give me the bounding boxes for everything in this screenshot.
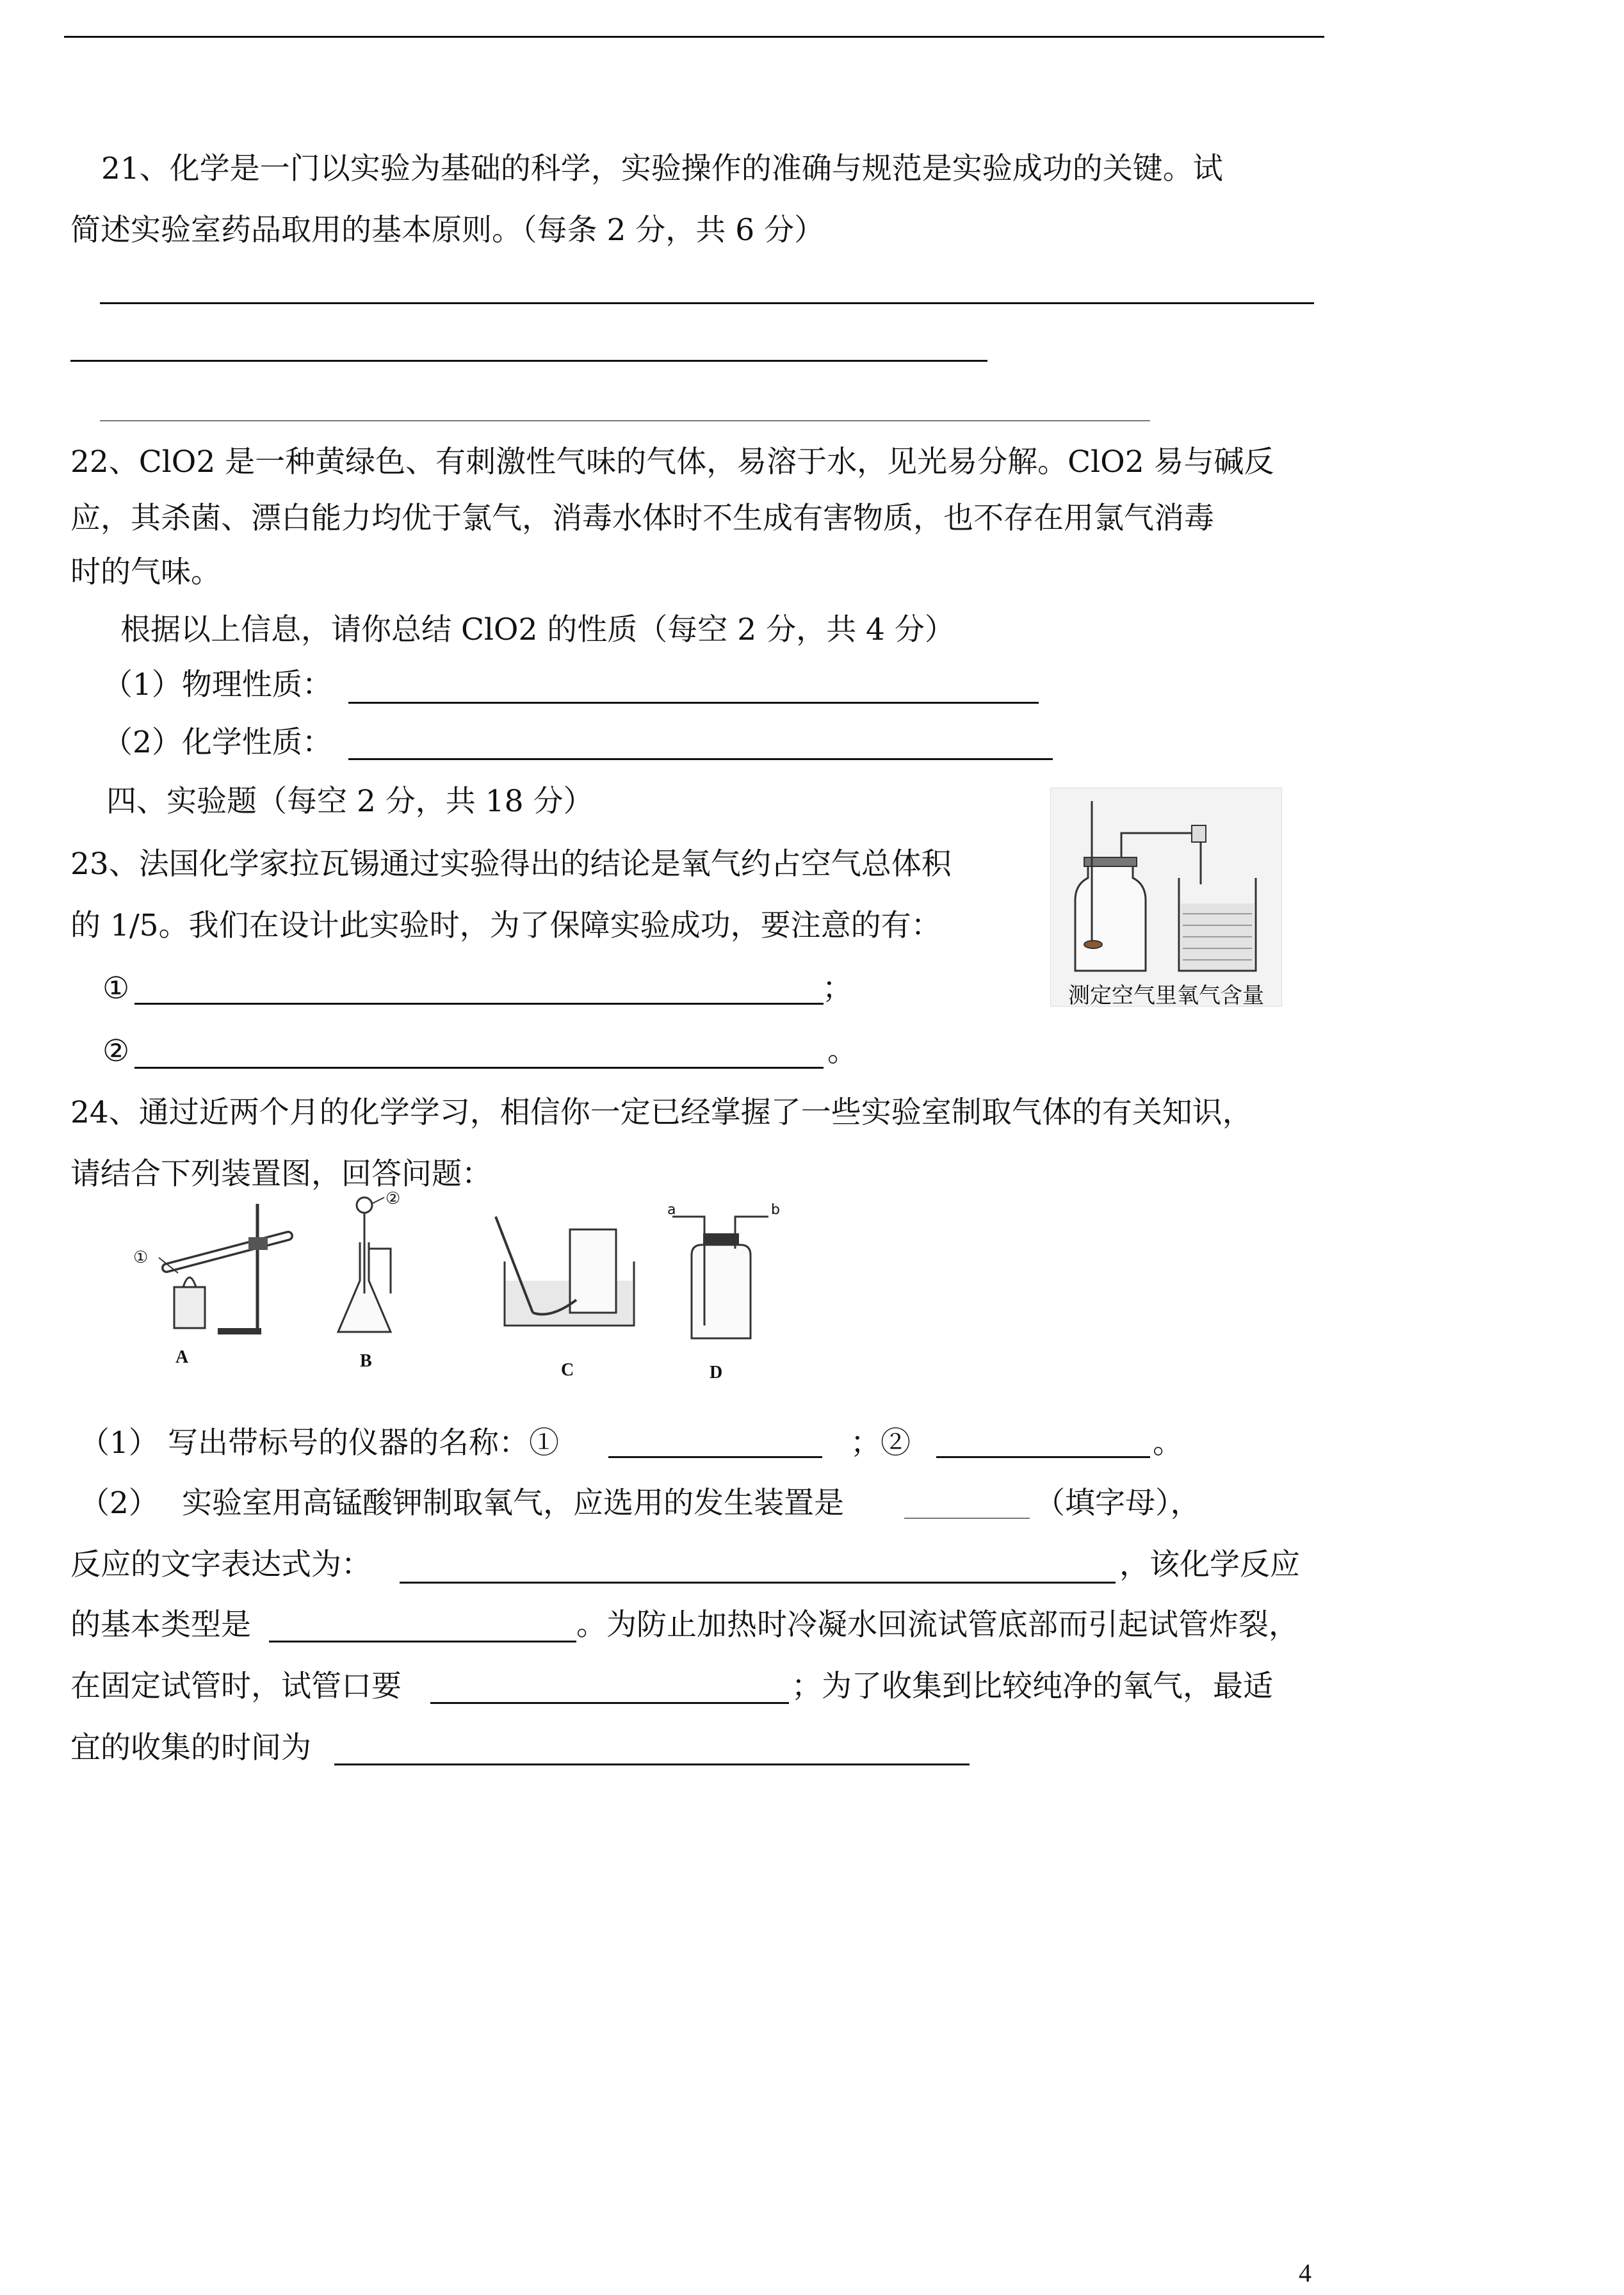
apparatus-drawing — [128, 1191, 807, 1383]
q23-answer-2[interactable] — [134, 1067, 824, 1069]
apparatus-label-c: C — [561, 1360, 574, 1380]
q22-line1: 22、ClO2 是一种黄绿色、有刺激性气味的气体，易溶于水，见光易分解。ClO2 易与碱反 — [70, 444, 1274, 480]
q24-p3-text: 反应的文字表达式为： — [70, 1547, 371, 1582]
q24-p1-sep: ；② — [850, 1425, 911, 1461]
port-a: a — [667, 1202, 676, 1218]
q23-answer-1[interactable] — [134, 1003, 824, 1005]
q24-p3-end: ，该化学反应 — [1119, 1547, 1300, 1582]
q22-item2-label: （2）化学性质： — [102, 725, 332, 760]
q24-tube-mouth-answer[interactable] — [430, 1702, 789, 1704]
apparatus-label-b: B — [360, 1351, 372, 1371]
q24-reaction-type-answer[interactable] — [269, 1641, 576, 1642]
q24-generator-answer[interactable] — [904, 1518, 1030, 1519]
q22-line3: 时的气味。 — [70, 555, 221, 590]
oxygen-apparatus-drawing — [1051, 788, 1281, 1006]
q22-item1-label: （1）物理性质： — [102, 667, 332, 702]
q22-chemical-answer[interactable] — [348, 758, 1053, 760]
q24-p4-text: 的基本类型是 — [70, 1607, 251, 1642]
header-rule — [64, 36, 1324, 38]
apparatus-label-d: D — [710, 1363, 723, 1383]
q21-line2: 简述实验室药品取用的基本原则。（每条 2 分，共 6 分） — [70, 213, 825, 248]
q22-prompt: 根据以上信息，请你总结 ClO2 的性质（每空 2 分，共 4 分） — [120, 612, 955, 647]
figure-caption: 测定空气里氧气含量 — [1068, 983, 1264, 1009]
q24-p1-text: 写出带标号的仪器的名称：① — [168, 1425, 559, 1461]
q23-end1: ； — [822, 971, 852, 1006]
q24-p6-text: 宜的收集的时间为 — [70, 1730, 311, 1765]
a-marker: ① — [133, 1248, 149, 1267]
q22-physical-answer[interactable] — [348, 702, 1039, 704]
q24-line2: 请结合下列装置图，回答问题： — [70, 1156, 492, 1192]
q24-p5-text: 在固定试管时，试管口要 — [70, 1669, 402, 1704]
q24-instrument-1-answer[interactable] — [608, 1456, 822, 1458]
q23-end2: 。 — [827, 1034, 857, 1069]
q24-p1-label: （1） — [79, 1425, 159, 1461]
port-b: b — [771, 1202, 780, 1218]
q24-p1-end: 。 — [1153, 1425, 1183, 1461]
page-number: 4 — [1299, 2259, 1311, 2287]
q21-answer-line-3[interactable] — [100, 420, 1150, 421]
q24-p2-label: （2） — [79, 1486, 159, 1521]
b-marker: ② — [386, 1191, 401, 1208]
apparatus-label-a: A — [175, 1347, 189, 1367]
q21-answer-line-2[interactable] — [70, 360, 987, 362]
q24-p2-text: 实验室用高锰酸钾制取氧气，应选用的发生装置是 — [182, 1486, 844, 1521]
q24-collection-time-answer[interactable] — [334, 1764, 970, 1765]
section-title: 四、实验题（每空 2 分，共 18 分） — [106, 784, 594, 819]
q24-p5-end: ；为了收集到比较纯净的氧气，最适 — [792, 1669, 1273, 1704]
q23-mark2: ② — [102, 1034, 130, 1069]
q23-line1: 23、法国化学家拉瓦锡通过实验得出的结论是氧气约占空气总体积 — [70, 847, 952, 882]
q21-answer-line-1[interactable] — [100, 302, 1314, 304]
q24-instrument-2-answer[interactable] — [936, 1456, 1150, 1458]
apparatus-figure — [128, 1191, 807, 1383]
q24-p2-fill: （填字母）， — [1035, 1486, 1201, 1521]
q24-line1: 24、通过近两个月的化学学习，相信你一定已经掌握了一些实验室制取气体的有关知识， — [70, 1095, 1253, 1130]
q22-line2: 应，其杀菌、漂白能力均优于氯气，消毒水体时不生成有害物质，也不存在用氯气消毒 — [70, 501, 1214, 536]
q23-line2: 的 1/5。我们在设计此实验时，为了保障实验成功，要注意的有： — [70, 908, 941, 943]
oxygen-experiment-figure — [1050, 788, 1282, 1007]
q24-p4-end: 。为防止加热时冷凝水回流试管底部而引起试管炸裂， — [576, 1607, 1299, 1642]
q23-mark1: ① — [102, 971, 130, 1006]
q21-line1: 21、化学是一门以实验为基础的科学，实验操作的准确与规范是实验成功的关键。试 — [101, 151, 1223, 186]
q24-equation-answer[interactable] — [400, 1582, 1116, 1584]
